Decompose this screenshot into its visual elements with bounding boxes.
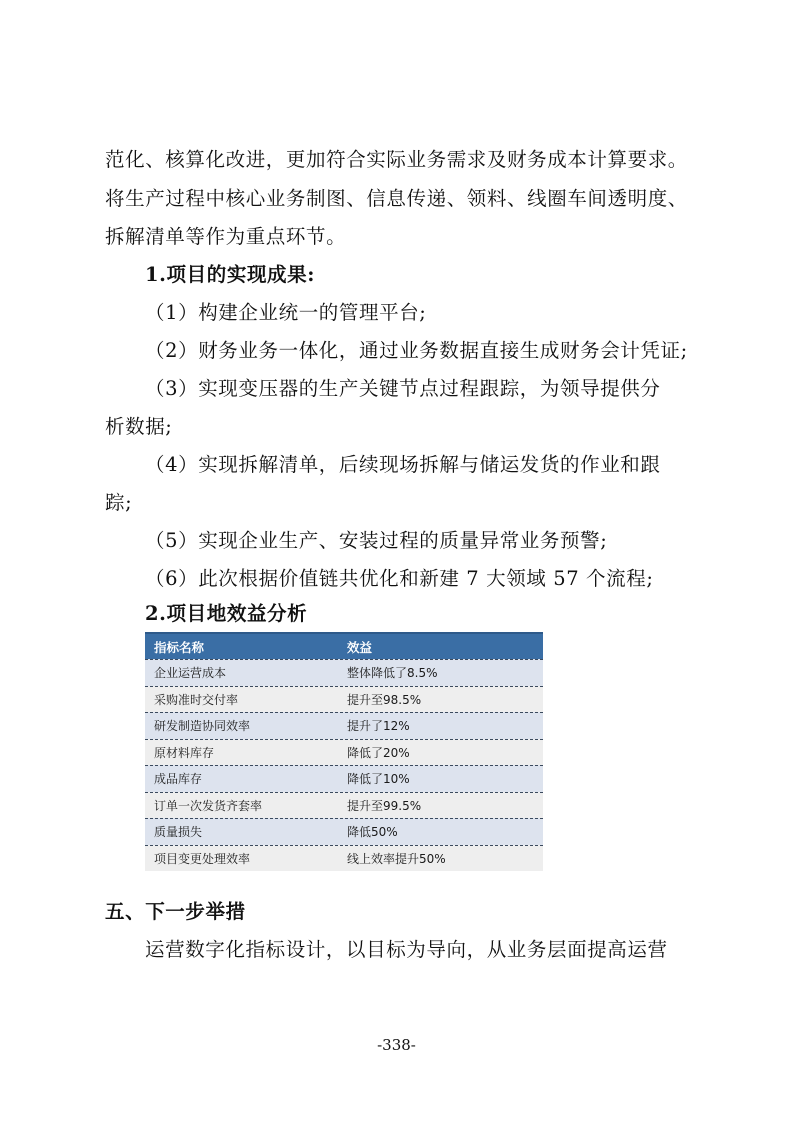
table-cell: 降低了20% [347,745,410,760]
paragraph-line: 运营数字化指标设计，以目标为导向，从业务层面提高运营 [145,938,668,961]
table-cell: 原材料库存 [154,745,215,760]
list-item-continuation: 析数据; [105,415,173,438]
paragraph-line: 将生产过程中核心业务制图、信息传递、领料、线圈车间透明度、 [105,187,688,210]
table-cell: 采购准时交付率 [154,692,239,707]
paragraph-line: 拆解清单等作为重点环节。 [105,225,347,248]
table-cell: 降低了10% [347,772,410,787]
list-item-continuation: 踪; [105,491,133,514]
table-row [145,765,543,792]
table-cell: 提升至98.5% [347,692,422,707]
list-item: （1）构建企业统一的管理平台; [145,301,427,324]
page-number: -338- [377,1036,416,1054]
table-row [145,845,543,872]
table-cell: 提升了12% [347,719,410,734]
table-header [145,634,543,659]
paragraph-line: 范化、核算化改进，更加符合实际业务需求及财务成本计算要求。 [105,148,688,171]
table-cell: 研发制造协同效率 [154,719,251,734]
list-item: （3）实现变压器的生产关键节点过程跟踪，为领导提供分 [145,377,661,400]
table-row [145,739,543,766]
table-cell: 项目变更处理效率 [154,851,251,866]
table-cell: 整体降低了8.5% [347,666,438,681]
table-row [145,686,543,713]
section-heading: 2.项目地效益分析 [145,602,308,625]
table-row [145,818,543,845]
table-cell: 提升至99.5% [347,798,422,813]
benefit-table [145,632,543,871]
table-cell: 企业运营成本 [154,666,227,681]
table-row [145,712,543,739]
chapter-heading: 五、下一步举措 [105,900,246,923]
table-cell: 降低50% [347,825,398,840]
table-cell: 质量损失 [154,825,203,840]
table-cell: 成品库存 [154,772,203,787]
section-heading: 1.项目的实现成果: [145,263,316,286]
list-item: （5）实现企业生产、安装过程的质量异常业务预警; [145,529,608,552]
table-header-cell: 指标名称 [154,639,205,655]
list-item: （2）财务业务一体化，通过业务数据直接生成财务会计凭证; [145,339,688,362]
table-header-cell: 效益 [347,639,373,655]
table-cell: 订单一次发货齐套率 [154,798,263,813]
list-item: （4）实现拆解清单，后续现场拆解与储运发货的作业和跟 [145,453,661,476]
table-cell: 线上效率提升50% [347,851,446,866]
table-row [145,659,543,686]
table-row [145,792,543,819]
list-item: （6）此次根据价值链共优化和新建 7 大领域 57 个流程; [145,567,654,590]
